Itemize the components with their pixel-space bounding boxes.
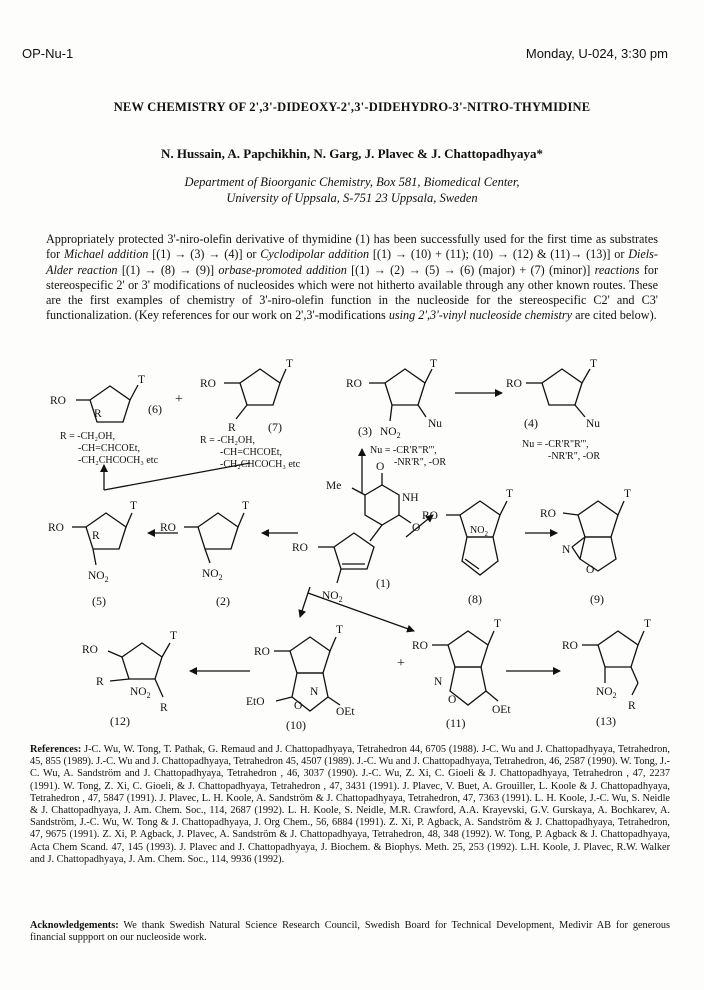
abstract-term: using 2',3'-vinyl nucleoside chemistry [388, 308, 573, 323]
structure-13 [582, 631, 644, 695]
authors: N. Hussain, A. Papchikhin, N. Garg, J. Plavec & J. Chattopadhyaya* [160, 146, 544, 161]
label-t: T [590, 358, 598, 370]
r-definition-7-line-3: -CH₂CHCOCH₃ etc [220, 459, 301, 470]
no-text: NO [380, 426, 397, 438]
references-text: J-C. Wu, W. Tong, T. Pathak, G. Remaud and J. Chattopadhyaya, Tetrahedron 44, 6705 (1988). J-C. Wu and J. Chattopadhyaya, Tetrahedron, 45, 855 (1989). J.-C. Wu and J. Chattopadhyaya, Tetrahedron 45, 4507 (1989). J.-C. Wu and J. Chattopadhyaya, Tetrahedron, 46, 2587 (1990). W. Tong, J.-C. Wu, A. Sandström and J. Chattopadhyaya, Tetrahedron , 46, 3037 (1990). J.-C. Wu, Z. Xi, C. Gioeli & J. Chattopadhyaya, Tetrahedron , 47, 2237 (1991). W. Tong, Z. Xi, C. Gioeli, & J. Chattopadhyaya, Tetrahedron , 47, 3431 (1991). J. Plavec, V. Buet, A. Grouiller, L. Koole & J. Chattopadhyaya, Tetrahedron , 47, 5847 (1991). J. Plavec, L. H. Koole, A. Sandström & J. Chattopadhyaya, Tetrahedron, 47, 7363 (1991). L. H. Koole, J.-C. Wu, S. Neidle & J. Chattopadhyaya, J. Am. Chem. Soc., 114, 2687 (1992). L. H. Koole, S. Neidle, M.R. Crawford, A.A. Krayevski, G.V. Gurskaya, A. Bochkarev, A. Sandström, J.-C. Wu, W. Tong & J. Chattopadhyaya, J. Org Chem., 56, 6884 (1991). Z. Xi, P. Agback, A. Sandström & J. Chattopadhyaya, Tetrahedron, 47, 9675 (1991). Z. Xi, P. Agback, J. Plavec, A. Sandström & J. Chattopadhyaya, Tetrahedron, 48, 348 (1992). W. Tong, P. Agback & J. Chattopadhyaya, Acta Chem Scand. 47, 145 (1993). J. Plavec and J. Chattopadhyaya, J. Biochem. & Biophys. Meth. 25, 253 (1992). L.H. Koole, J. Plavec, R.W. Walker and J. Chattopadhyaya, J. Am. Chem. Soc., 114, 9936 (1992). [30, 744, 670, 865]
references [30, 744, 670, 866]
acknowledgements-label: Acknowledgements: [30, 920, 119, 931]
no-text: NO [596, 686, 613, 698]
label-ro: RO [82, 644, 98, 656]
subscript-2: 2 [612, 691, 617, 700]
r-definition-6-line-1: R = -CH₂OH, [60, 431, 115, 442]
label-t: T [286, 358, 294, 370]
label-oet: OEt [336, 706, 355, 718]
nu-definition-3-line-2: -NR'R", -OR [394, 457, 446, 468]
label-me: Me [326, 480, 342, 492]
paper-title: NEW CHEMISTRY OF 2',3'-DIDEOXY-2',3'-DIDEHYDRO-3'-NITRO-THYMIDINE [113, 100, 591, 114]
subscript-2: 2 [146, 691, 151, 700]
structure-5 [72, 513, 132, 565]
label-ro: RO [200, 378, 216, 390]
label-t: T [130, 500, 138, 512]
label-compound-8: (8) [468, 592, 482, 606]
label-ro: RO [412, 640, 428, 652]
label-no2 [322, 590, 343, 604]
label-t: T [494, 618, 502, 630]
plus-sign: + [175, 392, 183, 407]
label-o: O [412, 522, 421, 534]
nu-definition-4-line-1: Nu = -CR'R"R''', [522, 439, 589, 450]
label-no2 [470, 525, 488, 538]
subscript-2: 2 [396, 431, 401, 440]
r-definition-7-line-1: R = -CH₂OH, [200, 435, 255, 446]
label-t: T [242, 500, 250, 512]
no-text: NO [322, 590, 339, 602]
r-definition-6-line-3: -CH₂CHCOCH₃ etc [78, 455, 159, 466]
label-o: O [586, 564, 595, 576]
structure-1 [318, 533, 374, 583]
subscript-2: 2 [338, 595, 343, 604]
abstract-term: orbase-promoted addition [218, 262, 347, 277]
structure-7 [224, 369, 286, 419]
label-t: T [644, 618, 652, 630]
label-r: R [94, 408, 102, 420]
label-r: R [92, 530, 100, 542]
acknowledgements-text: We thank Swedish Natural Science Research Council, Swedish Board for Technical Development, Medivir AB for generous financial suppport on our nucleoside work. [30, 920, 671, 944]
label-compound-2: (2) [216, 594, 230, 608]
label-t: T [170, 630, 178, 642]
label-t: T [138, 374, 146, 386]
label-r: R [228, 422, 236, 434]
abstract-term: Cyclodipolar addition [260, 247, 370, 262]
label-ro: RO [562, 640, 578, 652]
nu-definition-3-line-1: Nu = -CR'R"R''', [370, 445, 437, 456]
label-ro: RO [540, 508, 556, 520]
label-ro: RO [50, 395, 66, 407]
reaction-scheme [30, 355, 675, 735]
session-time: Monday, U-024, 3:30 pm [525, 46, 668, 61]
arrow-1-to-10 [300, 587, 310, 617]
abstract-text: are cited below). [572, 308, 657, 323]
label-t: T [506, 488, 514, 500]
label-ro: RO [292, 542, 308, 554]
label-compound-4: (4) [524, 416, 538, 430]
label-nu: Nu [586, 418, 601, 430]
label-n: N [562, 544, 571, 556]
no-text: NO [470, 525, 485, 536]
abstract-text: for stereospecific 2' or 3' modifications of nucleosides which were not hitherto available through any other known routes. These are the first examples of chemistry of 3'-niro-olefin function in the nucleoside for the stereospecific C2' and C3' functionalization. (Key references for our work on 2',3'-modifications [46, 262, 659, 323]
abstract-text: [(1) → (10) + (11); (10) → (12) & (11)→ (13)] or [369, 247, 629, 262]
r-definition-7-line-2: -CH=CHCOEt, [220, 447, 283, 458]
label-compound-10: (10) [286, 718, 306, 732]
label-oet: OEt [492, 704, 511, 716]
affiliation [0, 174, 704, 206]
abstract-term: Diels-Alder reaction [46, 247, 658, 277]
label-compound-12: (12) [110, 714, 130, 728]
label-r: R [628, 700, 636, 712]
label-n: N [310, 686, 319, 698]
label-ro: RO [254, 646, 270, 658]
structure-11 [432, 631, 498, 705]
label-r: R [160, 702, 168, 714]
plus-sign: + [397, 656, 405, 671]
structure-6 [76, 385, 138, 422]
label-ro: RO [48, 522, 64, 534]
label-n: N [434, 676, 443, 688]
label-ro: RO [160, 522, 176, 534]
affiliation-line-1: Department of Bioorganic Chemistry, Box 581, Biomedical Center, [184, 175, 520, 189]
label-ro: RO [346, 378, 362, 390]
structure-2 [184, 513, 244, 563]
label-compound-7: (7) [268, 420, 282, 434]
r-definition-6-line-2: -CH=CHCOEt, [78, 443, 141, 454]
abstract [46, 232, 658, 324]
no-text: NO [202, 568, 219, 580]
abstract-text: Appropriately protected 3'-niro-olefin derivative of thymidine (1) has been successfully used for the first time as substrates for [46, 232, 658, 262]
label-o: O [448, 694, 457, 706]
label-t: T [624, 488, 632, 500]
label-o: O [376, 461, 385, 473]
label-compound-1: (1) [376, 576, 390, 590]
abstract-text: [(1) → (2) → (5) → (6) (major) + (7) (minor)] [346, 262, 595, 277]
no-text: NO [88, 570, 105, 582]
label-compound-5: (5) [92, 594, 106, 608]
label-no2 [88, 570, 109, 584]
subscript-2: 2 [218, 573, 223, 582]
references-label: References: [30, 744, 82, 755]
abstract-text: [(1) → (8) → (9)] [117, 262, 219, 277]
label-no2 [202, 568, 223, 582]
label-t: T [430, 358, 438, 370]
label-nu: Nu [428, 418, 443, 430]
abstract-term: reactions [594, 262, 640, 277]
label-o: O [294, 700, 303, 712]
label-eto: EtO [246, 696, 265, 708]
subscript-2: 2 [484, 530, 488, 538]
label-compound-13: (13) [596, 714, 616, 728]
structure-thymine [352, 473, 411, 541]
abstract-text: [(1) → (3) → (4)] or [148, 247, 261, 262]
structure-4 [526, 369, 590, 417]
label-compound-11: (11) [446, 716, 466, 730]
structure-9 [563, 501, 624, 571]
label-compound-6: (6) [148, 402, 162, 416]
label-ro: RO [506, 378, 522, 390]
label-compound-9: (9) [590, 592, 604, 606]
affiliation-line-2: University of Uppsala, S-751 23 Uppsala, Sweden [226, 191, 478, 205]
label-t: T [336, 624, 344, 636]
label-ro: RO [422, 510, 438, 522]
label-no2 [130, 686, 151, 700]
structure-8 [446, 501, 507, 575]
page-code: OP-Nu-1 [22, 46, 74, 61]
subscript-2: 2 [104, 575, 109, 584]
label-compound-3: (3) [358, 424, 372, 438]
label-no2 [380, 426, 401, 440]
acknowledgements [30, 920, 670, 944]
nu-definition-4-line-2: -NR'R", -OR [548, 451, 600, 462]
label-nh: NH [402, 492, 419, 504]
structure-10 [274, 637, 340, 711]
no-text: NO [130, 686, 147, 698]
structure-3 [369, 369, 432, 421]
abstract-term: Michael addition [64, 247, 149, 262]
label-no2 [596, 686, 617, 700]
label-r: R [96, 676, 104, 688]
